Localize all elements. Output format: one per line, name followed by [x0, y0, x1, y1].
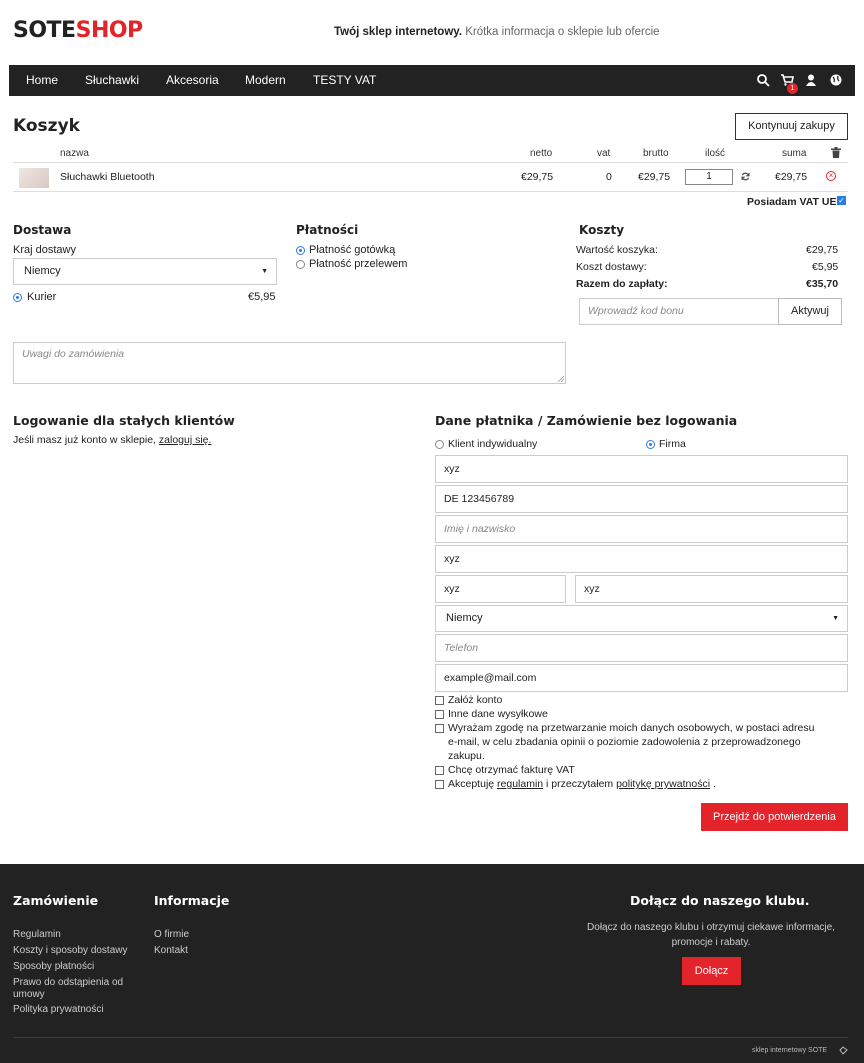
privacy-policy-link[interactable]: politykę prywatności [616, 778, 711, 790]
footer-link-regulamin[interactable]: Regulamin [13, 929, 61, 940]
footer-link-payments[interactable]: Sposoby płatności [13, 961, 95, 972]
accept-terms-checkbox[interactable] [435, 780, 444, 789]
terms-link[interactable]: regulamin [497, 778, 544, 790]
col-header-qty: ilość [705, 148, 726, 159]
voucher-activate-button[interactable]: Aktywuj [778, 298, 842, 325]
individual-radio[interactable] [435, 440, 444, 449]
col-header-brutto: brutto [643, 148, 669, 159]
col-header-netto: netto [530, 148, 553, 159]
courier-radio[interactable] [13, 293, 22, 302]
search-icon[interactable] [756, 73, 770, 87]
user-icon[interactable] [804, 73, 818, 87]
globe-icon[interactable] [829, 73, 843, 87]
continue-shopping-button[interactable]: Kontynuuj zakupy [735, 113, 848, 140]
proceed-to-confirmation-button[interactable]: Przejdź do potwierdzenia [701, 803, 848, 831]
costs-title: Koszty [579, 223, 625, 237]
divider [13, 191, 848, 192]
cart-value: €29,75 [806, 244, 839, 256]
payer-country-value: Niemcy [446, 612, 483, 624]
product-thumbnail[interactable] [19, 168, 49, 188]
payment-transfer-label: Płatność przelewem [309, 258, 408, 270]
country-label: Kraj dostawy [13, 244, 76, 256]
vat-ue-label: Posiadam VAT UE [747, 196, 837, 208]
club-text-line2: promocje i rabaty. [671, 937, 751, 948]
other-shipping-checkbox[interactable] [435, 710, 444, 719]
nav-item-testy-vat[interactable]: TESTY VAT [313, 73, 377, 87]
club-title: Dołącz do naszego klubu. [630, 893, 810, 908]
join-club-button[interactable]: Dołącz [682, 957, 741, 985]
full-name-field[interactable]: Imię i nazwisko [435, 515, 848, 543]
nav-item-sluchawki[interactable]: Słuchawki [85, 73, 140, 87]
total-label: Razem do zapłaty: [576, 278, 668, 290]
footer-link-withdrawal-cont[interactable]: umowy [13, 989, 45, 1000]
delivery-country-select[interactable] [13, 258, 277, 285]
total-value: €35,70 [806, 278, 839, 290]
footer-link-shipping[interactable]: Koszty i sposoby dostawy [13, 945, 128, 956]
consent-label-line1: Wyrażam zgodę na przetwarzanie moich danych osobowych, w postaci adresu [448, 722, 815, 734]
payment-title: Płatności [296, 223, 359, 237]
payer-country-select[interactable] [435, 605, 848, 632]
tagline-rest: Krótka informacja o sklepie lub ofercie [462, 26, 660, 38]
order-notes-textarea[interactable]: Uwagi do zamówienia [13, 342, 566, 384]
nav-item-modern[interactable]: Modern [245, 73, 286, 87]
club-text [576, 920, 846, 950]
tagline [334, 26, 660, 38]
courier-label: Kurier [27, 291, 57, 303]
product-name[interactable]: Słuchawki Bluetooth [60, 171, 155, 183]
company-label: Firma [659, 438, 686, 450]
create-account-label: Załóż konto [448, 694, 503, 706]
accept-mid: i przeczytałem [543, 778, 617, 790]
resize-handle-icon[interactable] [557, 375, 564, 382]
col-header-vat: vat [597, 148, 611, 159]
cart-value-label: Wartość koszyka: [576, 244, 658, 256]
payment-cash-radio[interactable] [296, 246, 305, 255]
col-header-name: nazwa [60, 148, 89, 159]
product-netto: €29,75 [521, 171, 554, 183]
accept-post: . [710, 778, 716, 790]
delivery-country-value: Niemcy [24, 265, 61, 277]
other-shipping-label: Inne dane wysyłkowe [448, 708, 548, 720]
invoice-checkbox[interactable] [435, 766, 444, 775]
company-radio[interactable] [646, 440, 655, 449]
product-vat: 0 [606, 171, 612, 183]
footer-link-withdrawal[interactable]: Prawo do odstąpienia od [13, 977, 124, 988]
voucher-input[interactable]: Wprowadź kod bonu [579, 298, 779, 325]
sote-logo-icon [839, 1046, 848, 1055]
consent-label-line3: zakupu. [448, 750, 485, 762]
chevron-down-icon: ▼ [261, 268, 268, 275]
street-field[interactable]: xyz [435, 545, 848, 573]
postcode-field[interactable]: xyz [435, 575, 566, 603]
individual-label: Klient indywidualny [448, 438, 538, 450]
email-field[interactable]: example@mail.com [435, 664, 848, 692]
footer-link-about[interactable]: O firmie [154, 929, 189, 940]
delivery-title: Dostawa [13, 223, 72, 237]
company-name-field[interactable]: xyz [435, 455, 848, 483]
consent-label-line2: e-mail, w celu zbadania opinii o poziomie zadowolenia z przeprowadzonego [448, 736, 801, 748]
courier-price: €5,95 [248, 291, 276, 303]
product-sum: €29,75 [775, 171, 808, 183]
payer-title: Dane płatnika / Zamówienie bez logowania [435, 413, 738, 428]
phone-field[interactable]: Telefon [435, 634, 848, 662]
create-account-checkbox[interactable] [435, 696, 444, 705]
login-text-prefix: Jeśli masz już konto w sklepie, [13, 434, 159, 446]
login-link[interactable]: zaloguj się. [158, 434, 212, 446]
accept-pre: Akceptuję [448, 778, 498, 790]
city-field[interactable]: xyz [575, 575, 848, 603]
logo[interactable] [13, 18, 143, 43]
delivery-cost-label: Koszt dostawy: [576, 261, 647, 273]
trash-icon[interactable] [831, 147, 841, 158]
logo-text-2: SHOP [75, 18, 143, 43]
tagline-bold: Twój sklep internetowy. [334, 26, 463, 38]
login-text [13, 434, 211, 446]
accept-terms-label [448, 778, 716, 790]
club-text-line1: Dołącz do naszego klubu i otrzymuj ciekawe informacje, [587, 922, 835, 933]
invoice-label: Chcę otrzymać fakturę VAT [448, 764, 575, 776]
logo-text-1: SOTE [13, 18, 76, 43]
col-header-sum: suma [782, 148, 807, 159]
nav-item-home[interactable]: Home [26, 73, 59, 87]
product-brutto: €29,75 [638, 171, 671, 183]
remove-icon[interactable]: × [826, 171, 836, 181]
footer-info-title: Informacje [154, 893, 230, 908]
refresh-icon[interactable] [741, 172, 750, 181]
delivery-cost-value: €5,95 [812, 261, 839, 273]
main-nav [9, 65, 855, 96]
chevron-down-icon: ▼ [832, 615, 839, 622]
footer-order-title: Zamówienie [13, 893, 99, 908]
page-title: Koszyk [13, 116, 80, 136]
nav-item-akcesoria[interactable]: Akcesoria [166, 73, 219, 87]
payment-transfer-radio[interactable] [296, 260, 305, 269]
quantity-input[interactable]: 1 [685, 169, 733, 185]
payment-cash-label: Płatność gotówką [309, 244, 396, 256]
login-title: Logowanie dla stałych klientów [13, 413, 235, 428]
footer-credit[interactable]: sklep internetowy SOTE [752, 1047, 828, 1054]
consent-checkbox[interactable] [435, 724, 444, 733]
vat-ue-checkbox[interactable] [837, 196, 846, 205]
cart-count-badge: 1 [787, 83, 798, 94]
footer-divider [13, 1037, 848, 1038]
vat-id-field[interactable]: DE 123456789 [435, 485, 848, 513]
footer-link-contact[interactable]: Kontakt [154, 945, 188, 956]
divider [13, 162, 848, 163]
footer-link-privacy[interactable]: Polityka prywatności [13, 1004, 104, 1015]
